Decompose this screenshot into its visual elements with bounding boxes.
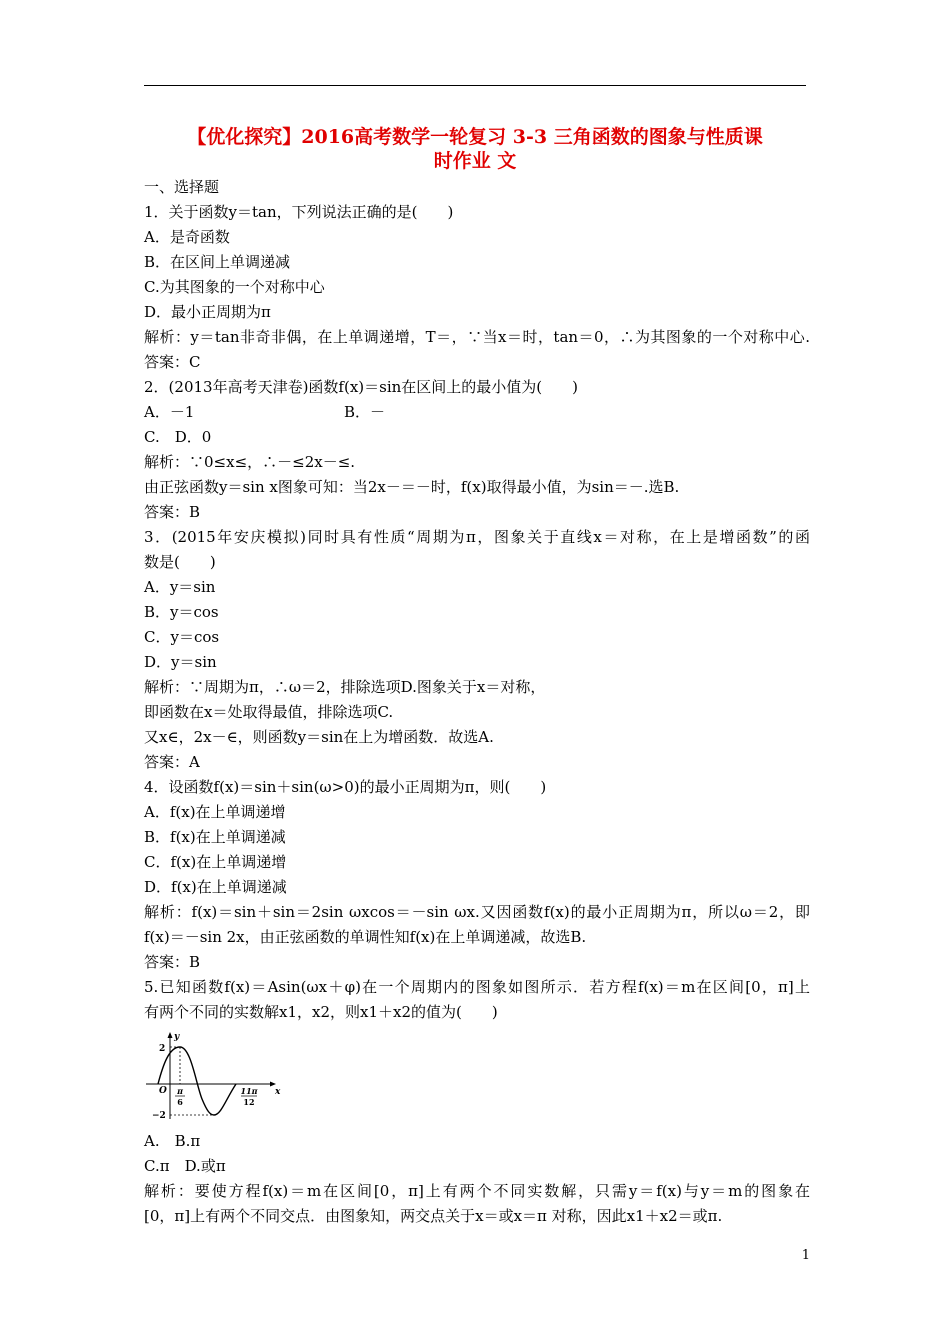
q3-analysis-1: 解析：∵周期为π，∴ω＝2，排除选项D.图象关于x＝对称， <box>144 678 546 696</box>
q5-analysis-2: [0，π]上有两个不同交点．由图象知，两交点关于x＝或x＝π 对称，因此x1＋x2＝或π. <box>144 1207 723 1225</box>
q1-answer: 答案：C <box>144 353 201 371</box>
q2-option-a: A．－1 <box>144 403 195 421</box>
q4-option-b: B．f(x)在上单调递减 <box>144 828 286 846</box>
q4-answer: 答案：B <box>144 953 201 971</box>
q1-stem: 1．关于函数y＝tan，下列说法正确的是( ) <box>144 203 454 221</box>
q3-analysis-2: 即函数在x＝处取得最值，排除选项C. <box>144 703 394 721</box>
origin-label: O <box>159 1086 167 1096</box>
y-axis-arrow-icon <box>168 1032 173 1038</box>
header-rule <box>144 85 806 86</box>
q3-option-a: A．y＝sin <box>144 578 216 596</box>
q4-analysis-1: 解析：f(x)＝sin＋sin＝2sin ωxcos＝－sin ωx.又因函数f(x)的最小正周期为π，所以ω＝2，即 <box>144 903 810 921</box>
tick1-numerator: π <box>177 1086 183 1096</box>
y-axis-label: y <box>174 1032 180 1042</box>
section-heading: 一、选择题 <box>144 178 220 196</box>
q3-option-c: C．y＝cos <box>144 628 220 646</box>
title-line-1: 【优化探究】2016高考数学一轮复习 3-3 三角函数的图象与性质课 <box>187 126 763 148</box>
q2-stem: 2．(2013年高考天津卷)函数f(x)＝sin在区间上的最小值为( ) <box>144 378 578 396</box>
q5-options-cd: C.π D.或π <box>144 1157 226 1175</box>
q4-option-a: A．f(x)在上单调递增 <box>144 803 286 821</box>
page-number: 1 <box>801 1248 810 1263</box>
q2-analysis-1: 解析：∵0≤x≤，∴－≤2x－≤. <box>144 453 356 471</box>
q5-stem-2: 有两个不同的实数解x1，x2，则x1＋x2的值为( ) <box>144 1003 498 1021</box>
q1-option-a: A．是奇函数 <box>144 228 230 246</box>
q1-analysis: 解析：y＝tan非奇非偶，在上单调递增，T＝，∵当x＝时，tan＝0，∴为其图象的一个对称中心. <box>144 328 810 346</box>
x-axis-label: x <box>275 1087 281 1097</box>
q1-option-d: D．最小正周期为π <box>144 303 271 321</box>
q2-option-b: B．－ <box>344 403 386 421</box>
q1-option-c: C.为其图象的一个对称中心 <box>144 278 325 296</box>
tick1-denominator: 6 <box>177 1097 183 1107</box>
title-line-2: 时作业 文 <box>433 150 517 172</box>
q2-options-ab <box>144 400 810 425</box>
q5-analysis-1: 解析：要使方程f(x)＝m在区间[0，π]上有两个不同实数解，只需y＝f(x)与y＝m的图象在 <box>144 1182 810 1200</box>
q2-options-cd: C. D．0 <box>144 428 212 446</box>
q3-analysis-3: 又x∈，2x－∈，则函数y＝sin在上为增函数．故选A. <box>144 728 494 746</box>
q4-option-d: D．f(x)在上单调递减 <box>144 878 287 896</box>
document-title <box>144 125 806 173</box>
q3-option-b: B．y＝cos <box>144 603 219 621</box>
q4-analysis-2: f(x)＝－sin 2x，由正弦函数的单调性知f(x)在上单调递减，故选B. <box>144 928 587 946</box>
tick2-numerator: 11π <box>240 1086 258 1096</box>
x-axis-arrow-icon <box>270 1082 276 1087</box>
y-min-label: −2 <box>152 1111 166 1121</box>
q5-options-ab: A. B.π <box>144 1132 201 1150</box>
q5-stem-1: 5.已知函数f(x)＝Asin(ωx＋φ)在一个周期内的图象如图所示．若方程f(x)＝m在区间[0，π]上 <box>144 978 810 996</box>
q3-answer: 答案：A <box>144 753 200 771</box>
y-max-label: 2 <box>159 1044 166 1054</box>
q3-stem-2: 数是( ) <box>144 553 216 571</box>
document-body <box>144 175 810 1229</box>
tick2-denominator: 12 <box>243 1097 255 1107</box>
q2-answer: 答案：B <box>144 503 201 521</box>
q2-analysis-2: 由正弦函数y＝sin x图象可知：当2x－＝－时，f(x)取得最小值，为sin＝－.选B. <box>144 478 680 496</box>
q3-stem-1: 3．(2015年安庆模拟)同时具有性质“周期为π，图象关于直线x＝对称，在上是增函数”的函 <box>144 528 810 546</box>
q4-stem: 4．设函数f(x)＝sin＋sin(ω>0)的最小正周期为π，则( ) <box>144 778 547 796</box>
q4-option-c: C．f(x)在上单调递增 <box>144 853 287 871</box>
sine-graph <box>144 1027 284 1125</box>
sine-graph-figure <box>144 1027 810 1125</box>
q1-option-b: B．在区间上单调递减 <box>144 253 291 271</box>
q3-option-d: D．y＝sin <box>144 653 217 671</box>
